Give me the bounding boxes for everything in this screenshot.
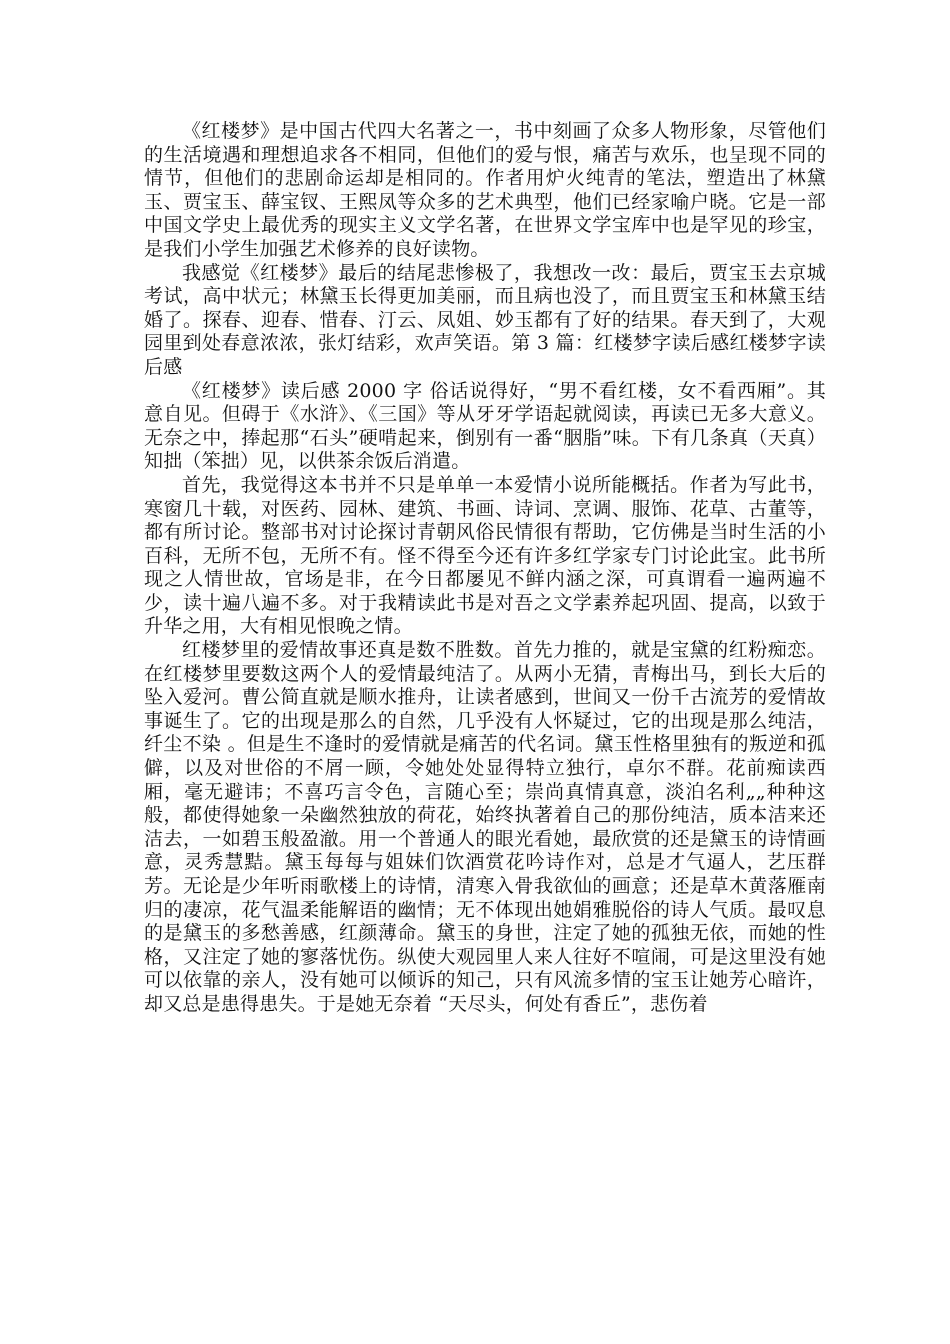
paragraph-essay-2000: 《红楼梦》读后感 2000 字 俗话说得好，“男不看红楼，女不看西厢”。其意自见。但碍于《水浒》、《三国》等从牙牙学语起就阅读，再读已无多大意义。无奈之中，捧起那“石头”硬啃起来，倒别有一番“胭脂”味。下有几条真（天真）知拙（笨拙）见，以供茶余饭后消遣。 <box>144 379 826 473</box>
paragraph-intro: 《红楼梦》是中国古代四大名著之一，书中刻画了众多人物形象，尽管他们的生活境遇和理想追求各不相同，但他们的爱与恨，痛苦与欢乐，也呈现不同的情节，但他们的悲剧命运却是相同的。作者用炉火纯青的笔法，塑造出了林黛玉、贾宝玉、薛宝钗、王熙凤等众多的艺术典型，他们已经家喻户晓。它是一部中国文学史上最优秀的现实主义文学名著，在世界文学宝库中也是罕见的珍宝，是我们小学生加强艺术修养的良好读物。 <box>144 120 826 260</box>
document-page <box>144 120 826 1017</box>
paragraph-love-story: 红楼梦里的爱情故事还真是数不胜数。首先力推的，就是宝黛的红粉痴恋。在红楼梦里要数这两个人的爱情最纯洁了。从两小无猜，青梅出马，到长大后的坠入爱河。曹公简直就是顺水推舟，让读者感到，世间又一份千古流芳的爱情故事诞生了。它的出现是那么的自然，几乎没有人怀疑过，它的出现是那么纯洁，纤尘不染 。但是生不逢时的爱情就是痛苦的代名词。黛玉性格里独有的叛逆和孤僻，以及对世俗的不屑一顾，令她处处显得特立独行，卓尔不群。花前痴读西厢，毫无避讳；不喜巧言令色，言随心至；崇尚真情真意，淡泊名利„„种种这般，都使得她象一朵幽然独放的荷花，始终执著着自己的那份纯洁，质本洁来还洁去，一如碧玉般盈澈。用一个普通人的眼光看她，最欣赏的还是黛玉的诗情画意，灵秀慧黠。黛玉每每与姐妹们饮酒赏花吟诗作对，总是才气逼人，艺压群芳。无论是少年听雨歌楼上的诗情，清寒入骨我欲仙的画意；还是草木黄落雁南归的凄凉，花气温柔能解语的幽情；无不体现出她娟雅脱俗的诗人气质。最叹息的是黛玉的多愁善感，红颜薄命。黛玉的身世，注定了她的孤独无依，而她的性格，又注定了她的寥落忧伤。纵使大观园里人来人往好不喧闹，可是这里没有她可以依靠的亲人，没有她可以倾诉的知己，只有风流多情的宝玉让她芳心暗许，却又总是患得患失。于是她无奈着 “天尽头，何处有香丘”，悲伤着 <box>144 639 826 1015</box>
paragraph-ending-rewrite: 我感觉《红楼梦》最后的结尾悲惨极了，我想改一改：最后，贾宝玉去京城考试，高中状元；林黛玉长得更加美丽，而且病也没了，而且贾宝玉和林黛玉结婚了。探春、迎春、惜春、汀云、凤姐、妙玉都有了好的结果。春天到了，大观园里到处春意浓浓，张灯结彩，欢声笑语。第 3 篇：红楼梦字读后感红楼梦字读后感 <box>144 261 826 378</box>
paragraph-encyclopedia: 首先，我觉得这本书并不只是单单一本爱情小说所能概括。作者为写此书，寒窗几十载，对医药、园林、建筑、书画、诗词、烹调、服饰、花草、古董等，都有所讨论。整部书对讨论探讨青朝风俗民情很有帮助，它仿佛是当时生活的小百科，无所不包，无所不有。怪不得至今还有许多红学家专门讨论此宝。此书所现之人情世故，官场是非，在今日都屡见不鲜内涵之深，可真谓看一遍两遍不少，读十遍八遍不多。对于我精读此书是对吾之文学素养起巩固、提高，以致于升华之用，大有相见恨晚之情。 <box>144 473 826 638</box>
